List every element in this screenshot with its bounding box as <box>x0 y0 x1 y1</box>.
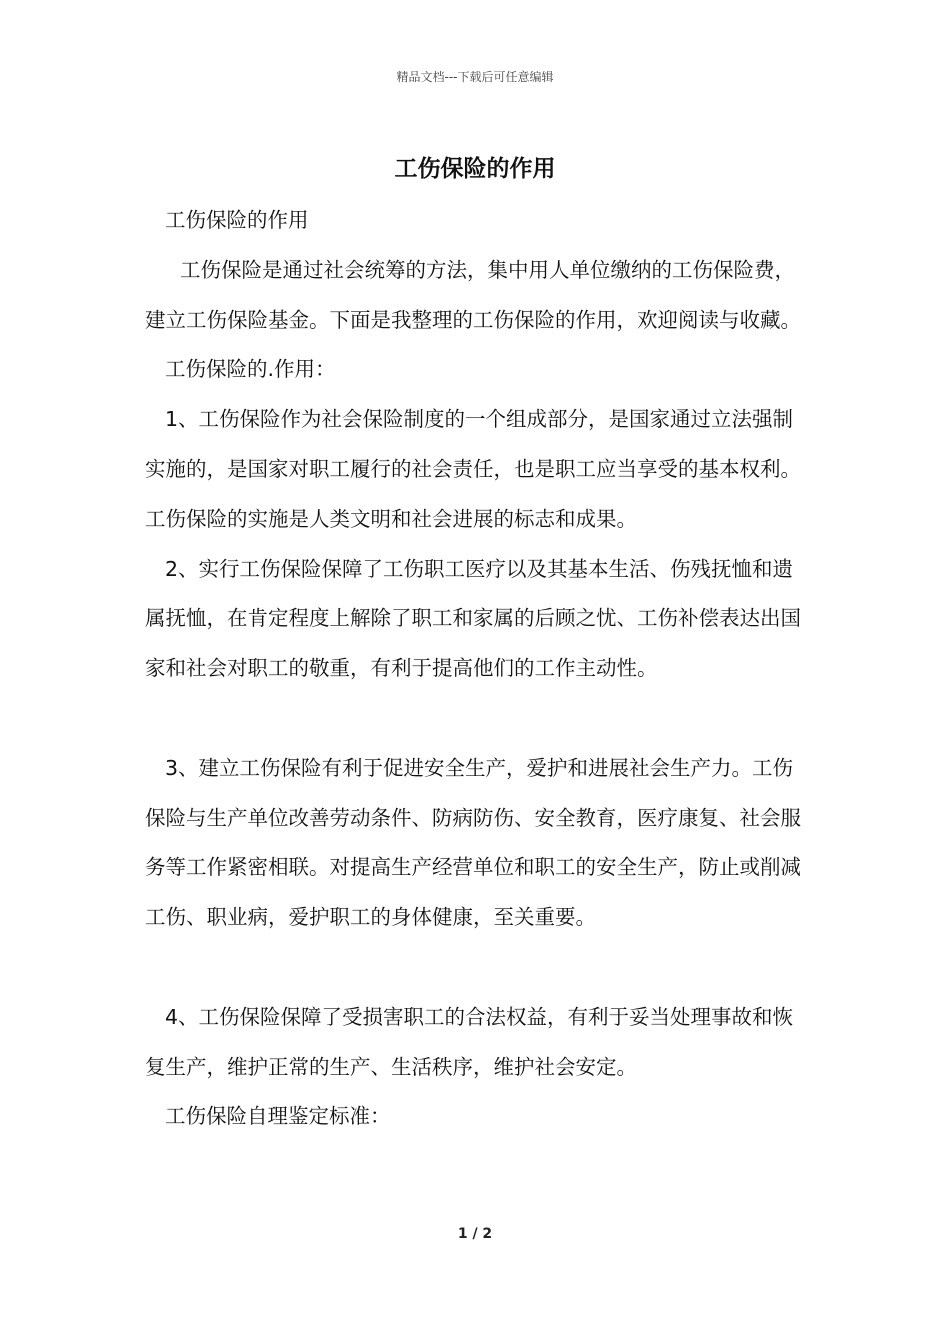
document-title: 工伤保险的作用 <box>394 156 556 182</box>
document-body <box>145 196 811 1142</box>
paragraph-point-4: 4、工伤保险保障了受损害职工的合法权益，有利于妥当处理事故和恢复生产，维护正常的生产、生活秩序，维护社会安定。 <box>145 1004 794 1079</box>
paragraph-point-3: 3、建立工伤保险有利于促进安全生产，爱护和进展社会生产力。工伤保险与生产单位改善劳动条件、防病防伤、安全教育，医疗康复、社会服务等工作紧密相联。对提高生产经营单位和职工的安全生产，防止或削减工伤、职业病，爱护职工的身体健康，至关重要。 <box>145 755 801 930</box>
paragraph-subtitle: 工伤保险的作用 <box>165 208 309 232</box>
paragraph-intro: 工伤保险是通过社会统筹的方法，集中用人单位缴纳的工伤保险费，建立工伤保险基金。下面是我整理的工伤保险的作用，欢迎阅读与收藏。 <box>145 257 801 332</box>
page-number: 1 / 2 <box>457 1226 493 1242</box>
paragraph-point-1: 1、工伤保险作为社会保险制度的一个组成部分，是国家通过立法强制实施的，是国家对职工履行的社会责任，也是职工应当享受的基本权利。工伤保险的实施是人类文明和社会进展的标志和成果。 <box>145 407 801 531</box>
paragraph-standards-heading: 工伤保险自理鉴定标准： <box>165 1104 391 1129</box>
paragraph-section-heading: 工伤保险的.作用： <box>165 357 336 382</box>
page-header-note: 精品文档---下载后可任意编辑 <box>396 70 554 84</box>
paragraph-point-2: 2、实行工伤保险保障了工伤职工医疗以及其基本生活、伤残抚恤和遗属抚恤，在肯定程度上解除了职工和家属的后顾之忧、工伤补偿表达出国家和社会对职工的敬重，有利于提高他们的工作主动性。 <box>145 556 801 681</box>
